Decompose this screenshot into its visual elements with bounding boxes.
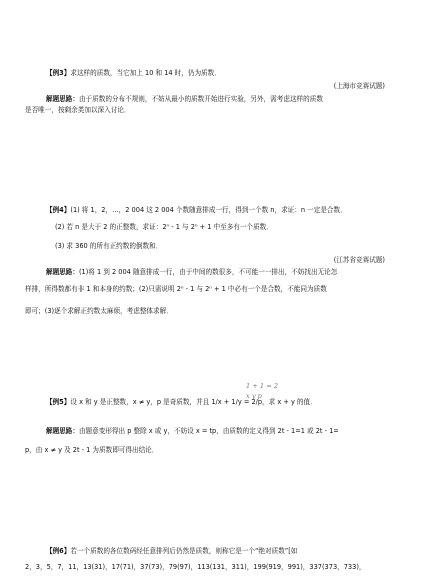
example-5-fraction-denominators: x y p (246, 392, 262, 400)
example-4-analysis-line-1 (46, 268, 337, 277)
example-3-source: (上海市竞赛试题) (333, 82, 385, 90)
example-4-analysis-label: 解题思路： (46, 268, 79, 276)
example-4-analysis-text: (1)将 1 到 2 004 随意排成一行，由于中间的数很多，不可能一一排出，不妨找出无论怎 (78, 268, 338, 276)
example-5-analysis-text: 由题意变形得出 p 整除 x 或 y，不妨设 x = tp，由质数的定义得到 2t - 1=1 或 2t - 1= (78, 427, 339, 435)
example-5-question (46, 398, 317, 407)
example-6-tag: 【例6】 (46, 547, 71, 555)
example-5-text: 设 x 和 y 是正整数，x ≠ y，p 是奇质数，并且 1/x + 1/y = 2/p，求 x + y 的值． (70, 398, 317, 406)
example-5-tag: 【例5】 (46, 398, 71, 406)
example-5-analysis-line-1 (46, 427, 339, 436)
example-5-analysis-label: 解题思路： (46, 427, 79, 435)
example-3-question (46, 69, 221, 78)
example-6-question-line-2: 2，3，5，7，11，13(31)，17(71)，37(73)，79(97)，113(131，311)，199(919，991)，337(373，733)， (25, 563, 366, 571)
example-4-tag: 【例4】 (46, 206, 71, 214)
example-4-analysis-line-3: 即可；(3)逐个求解正约数太麻烦，考虑整体求解． (25, 307, 173, 315)
example-4-q1: (1) 将 1，2，…，2 004 这 2 004 个数随意排成一行，得到一个数 n，求证：n 一定是合数． (70, 206, 347, 214)
example-5-fraction-numerators: 1 + 1 = 2 (246, 382, 279, 390)
example-3-analysis-label: 解题思路： (46, 95, 79, 103)
example-4-source: (江苏省竞赛试题) (333, 256, 385, 264)
example-3-text: 求这样的质数，当它加上 10 和 14 时，仍为质数． (70, 69, 221, 77)
example-4-analysis-line-2: 样排，所得数都有非 1 和本身的约数；(2)只需说明 2ⁿ - 1 与 2ⁿ + 1 中必有一个是合数，不能同为质数 (25, 285, 327, 293)
example-6-question-line-1 (46, 547, 297, 556)
example-6-text: 若一个质数的各位数码经任意排列后仍然是质数，则称它是一个“绝对质数”[如 (70, 547, 298, 555)
example-4-question-3: (3) 求 360 的所有正约数的倒数和． (55, 242, 163, 250)
example-5-analysis-line-2: p，由 x ≠ y 及 2t - 1 为质数即可得出结论． (25, 446, 159, 454)
example-4-question-2: (2) 若 n 是大于 2 的正整数，求证：2ⁿ - 1 与 2ⁿ + 1 中至多有一个质数． (55, 223, 273, 231)
example-3-tag: 【例3】 (46, 69, 71, 77)
example-3-analysis-line-1 (46, 95, 323, 104)
example-4-question-1 (46, 206, 347, 215)
example-3-analysis-line-2: 是否唯一，按剩余类加以深入讨论． (25, 106, 131, 114)
example-3-analysis-text: 由于质数的分布不规则，不妨从最小的质数开始进行实验，另外，需考虑这样的质数 (78, 95, 323, 103)
